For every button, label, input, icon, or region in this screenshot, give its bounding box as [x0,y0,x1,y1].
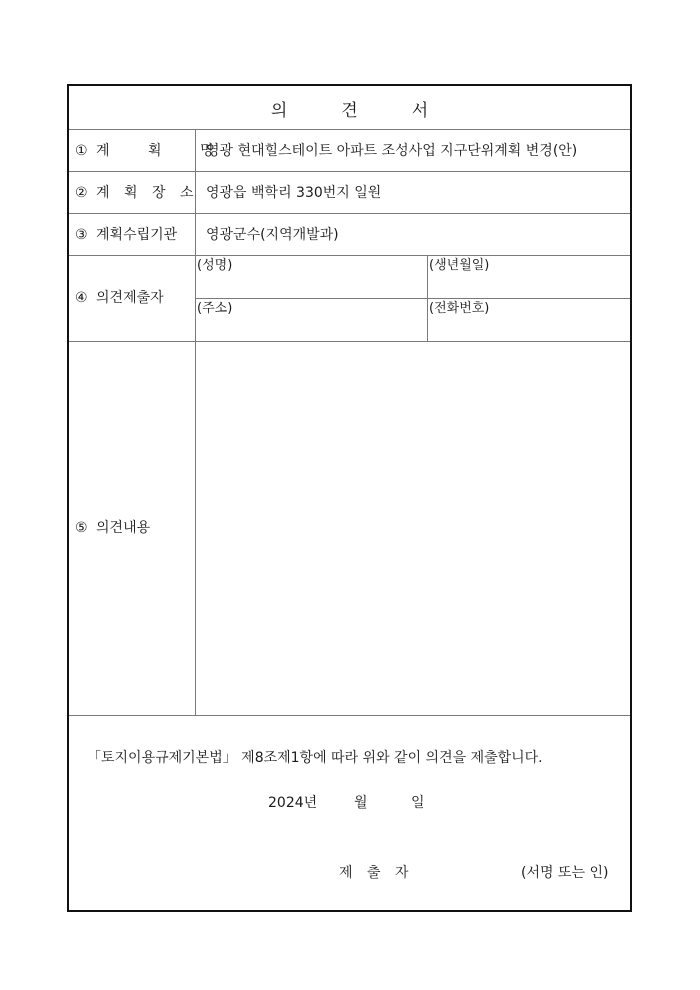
form-title [69,86,630,130]
divider [69,129,630,130]
row-number: ⑤ [75,520,88,536]
title-char-3: 서 [411,100,429,121]
submitter-phone-field[interactable]: (전화번호) [429,301,490,316]
row-number: ④ [75,290,88,306]
opinion-content-area[interactable] [196,342,630,715]
row-plan-location-label [75,185,198,201]
legal-statement: 「토지이용규제기본법」 제8조제1항에 따라 위와 같이 의견을 제출합니다. [87,750,543,766]
submitter-signature-label: 제 출 자 [339,865,414,881]
date-year: 2024년 [268,795,318,811]
row-number: ③ [75,227,88,243]
divider [196,298,630,299]
title-char-2: 견 [341,100,358,121]
row-planning-agency-label [75,227,177,243]
label-text: 계 획 명 [96,143,231,159]
row-number: ① [75,143,88,159]
row-number: ② [75,185,88,201]
label-text: 계 획 장 소 [96,185,199,201]
plan-name-value: 영광 현대힐스테이트 아파트 조성사업 지구단위계획 변경(안) [206,143,578,159]
label-text: 의견내용 [96,520,151,536]
opinion-form [67,84,632,912]
divider [69,171,630,172]
label-text: 계획수립기관 [96,227,178,243]
divider [69,255,630,256]
plan-location-value: 영광읍 백학리 330번지 일원 [206,185,382,201]
column-divider [427,255,428,341]
row-submitter-label [75,290,164,306]
submitter-name-field[interactable]: (성명) [197,258,233,273]
divider [69,213,630,214]
submitter-address-field[interactable]: (주소) [197,301,233,316]
planning-agency-value: 영광군수(지역개발과) [206,227,339,243]
divider [69,715,630,716]
date-day[interactable]: 일 [411,795,425,811]
signature-hint[interactable]: (서명 또는 인) [521,865,609,881]
label-text: 의견제출자 [96,290,164,306]
title-char-1: 의 [270,100,288,121]
row-opinion-content-label [75,520,150,536]
date-month[interactable]: 월 [354,795,368,811]
submitter-birthdate-field[interactable]: (생년월일) [429,258,490,273]
